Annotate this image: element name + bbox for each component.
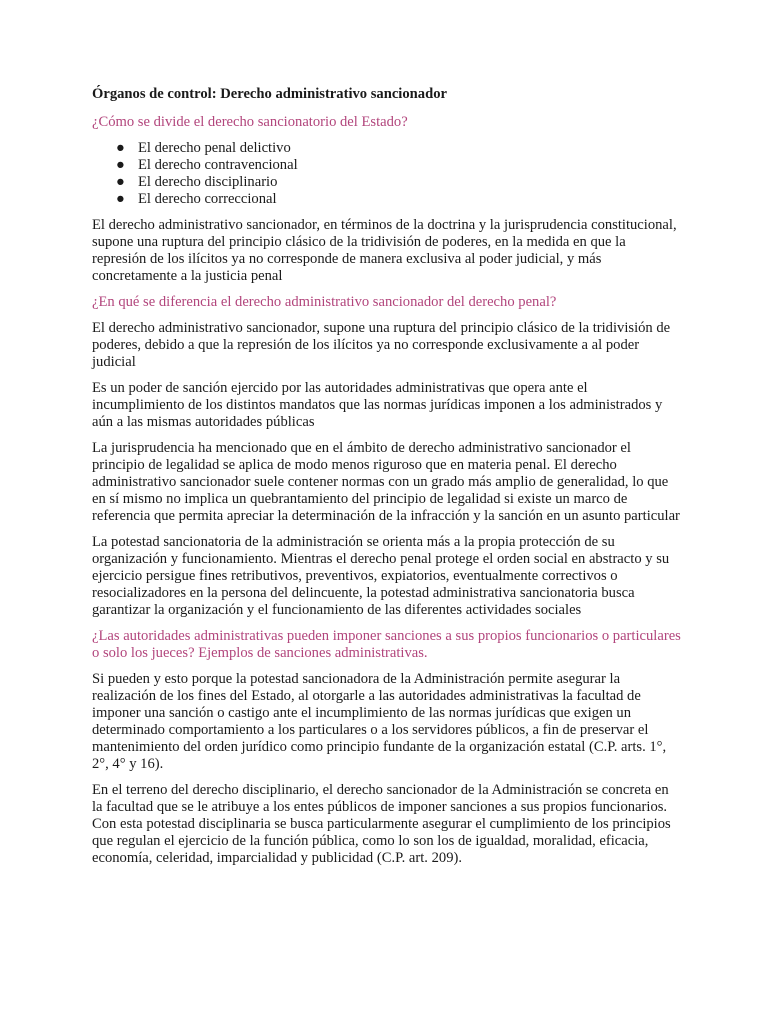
list-item-text: El derecho disciplinario xyxy=(138,174,278,190)
bullet-icon: ● xyxy=(116,140,125,156)
paragraph: Es un poder de sanción ejercido por las autoridades administrativas que opera ante el incumplimiento de los distintos mandatos que las normas jurídicas imponen a los administrados y aún a las mismas autoridades públicas xyxy=(92,380,663,430)
list-item xyxy=(92,174,682,191)
paragraph: El derecho administrativo sancionador, en términos de la doctrina y la jurisprudencia constitucional, supone una ruptura del principio clásico de la tridivisión de poderes, en la medida en que la represión de los ilícitos ya no corresponde de manera exclusiva al poder judicial, y más concretamente a la justicia penal xyxy=(92,217,677,284)
document-title: Órganos de control: Derecho administrativo sancionador xyxy=(92,86,447,102)
list-item xyxy=(92,157,682,174)
paragraph: Si pueden y esto porque la potestad sancionadora de la Administración permite asegurar la realización de los fines del Estado, al otorgarle a las autoridades administrativas la facultad de imponer una sanción o castigo ante el incumplimiento de las normas jurídicas que exigen un determinado comportamiento a los particulares o a los servidores públicos, a fin de preservar el mantenimiento del orden jurídico como principio fundante de la organización estatal (C.P. arts. 1°, 2°, 4° y 16). xyxy=(92,671,667,772)
bullet-icon: ● xyxy=(116,191,125,207)
document-page xyxy=(92,86,682,876)
paragraph: El derecho administrativo sancionador, supone una ruptura del principio clásico de la tridivisión de poderes, debido a que la represión de los ilícitos ya no corresponde exclusivamente a al poder judicial xyxy=(92,320,671,370)
bullet-icon: ● xyxy=(116,157,125,173)
list-item-text: El derecho correccional xyxy=(138,191,277,207)
question-heading: ¿Las autoridades administrativas pueden imponer sanciones a sus propios funcionarios o particulares o solo los jueces? Ejemplos de sanciones administrativas. xyxy=(92,628,681,661)
paragraph: La jurisprudencia ha mencionado que en el ámbito de derecho administrativo sancionador el principio de legalidad se aplica de modo menos riguroso que en materia penal. El derecho administrativo sancionador suele contener normas con un grado más amplio de generalidad, lo que en sí mismo no implica un quebrantamiento del principio de legalidad si existe un marco de referencia que permita apreciar la determinación de la infracción y la sanción en un asunto particular xyxy=(92,440,680,524)
bullet-icon: ● xyxy=(116,174,125,190)
list-item-text: El derecho contravencional xyxy=(138,157,298,173)
question-heading: ¿Cómo se divide el derecho sancionatorio del Estado? xyxy=(92,114,408,130)
list-item xyxy=(92,191,682,208)
list-item xyxy=(92,140,682,157)
paragraph: En el terreno del derecho disciplinario, el derecho sancionador de la Administración se concreta en la facultad que se le atribuye a los entes públicos de imponer sanciones a sus propios funcionarios. Con esta potestad disciplinaria se busca particularmente asegurar el cumplimiento de los principios que regulan el ejercicio de la función pública, como lo son los de igualdad, moralidad, eficacia, economía, celeridad, imparcialidad y publicidad (C.P. art. 209). xyxy=(92,782,671,866)
bullet-list xyxy=(92,140,682,208)
paragraph: La potestad sancionatoria de la administración se orienta más a la propia protección de su organización y funcionamiento. Mientras el derecho penal protege el orden social en abstracto y su ejercicio persigue fines retributivos, preventivos, expiatorios, eventualmente correctivos o resocializadores en la persona del delincuente, la potestad administrativa sancionatoria busca garantizar la organización y el funcionamiento de las diferentes actividades sociales xyxy=(92,534,670,618)
question-heading: ¿En qué se diferencia el derecho administrativo sancionador del derecho penal? xyxy=(92,294,557,310)
list-item-text: El derecho penal delictivo xyxy=(138,140,291,156)
